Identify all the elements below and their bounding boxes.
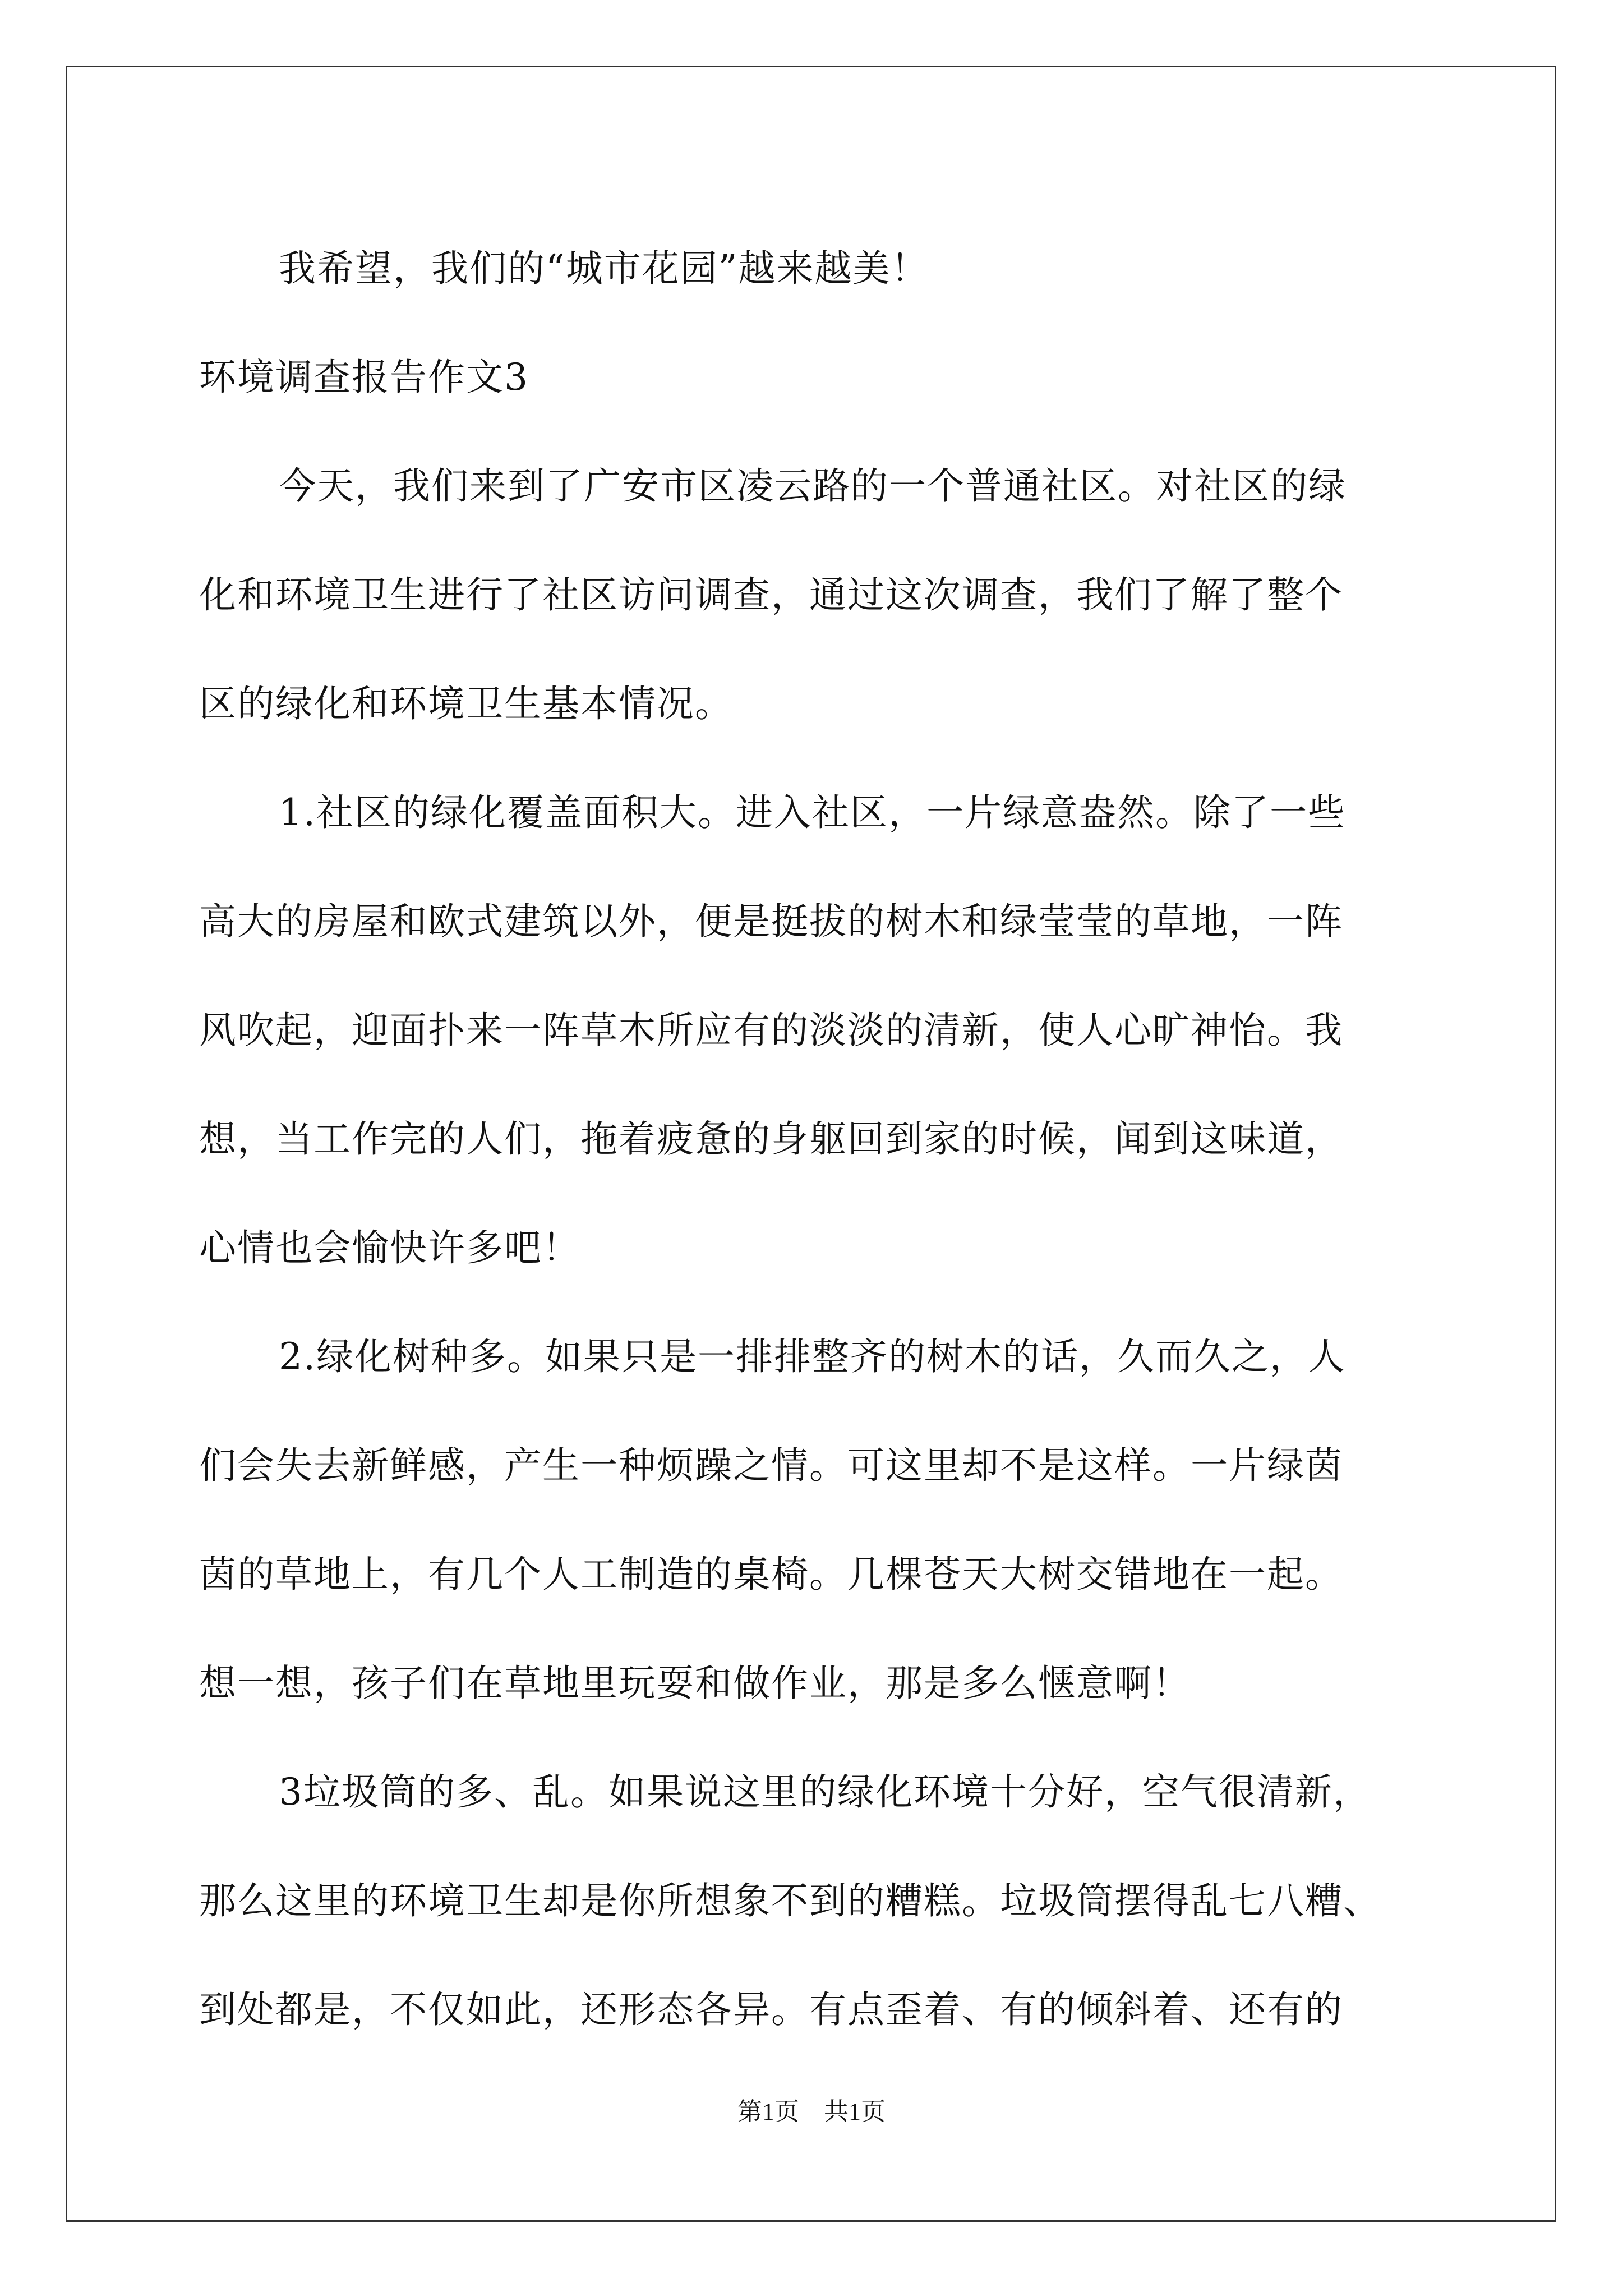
paragraph-line: 化和环境卫生进行了社区访问调查，通过这次调查，我们了解了整个 — [199, 573, 1343, 616]
paragraph-line: 们会失去新鲜感，产生一种烦躁之情。可这里却不是这样。一片绿茵 — [199, 1444, 1343, 1487]
paragraph-line: 心情也会愉快许多吧！ — [199, 1226, 580, 1269]
paragraph-line: 高大的房屋和欧式建筑以外，便是挺拔的树木和绿莹莹的草地，一阵 — [199, 900, 1343, 943]
paragraph-line: 想一想，孩子们在草地里玩耍和做作业，那是多么惬意啊！ — [199, 1662, 1191, 1705]
paragraph-line: 想，当工作完的人们，拖着疲惫的身躯回到家的时候，闻到这味道， — [199, 1117, 1343, 1161]
paragraph-line: 我希望，我们的“城市花园”越来越美！ — [279, 247, 929, 290]
page-footer — [0, 2095, 1623, 2129]
paragraph-line: 3垃圾筒的多、乱。如果说这里的绿化环境十分好，空气很清新， — [279, 1770, 1371, 1814]
section-heading: 环境调查报告作文3 — [199, 356, 529, 399]
page-total: 共1页 — [824, 2098, 886, 2125]
paragraph-line: 2.绿化树种多。如果只是一排排整齐的树木的话，久而久之，人 — [279, 1335, 1346, 1378]
page-number: 第1页 — [737, 2098, 799, 2125]
document-body — [199, 214, 1433, 2064]
paragraph-line: 1.社区的绿化覆盖面积大。进入社区，一片绿意盎然。除了一些 — [279, 791, 1346, 834]
paragraph-line: 茵的草地上，有几个人工制造的桌椅。几棵苍天大树交错地在一起。 — [199, 1553, 1343, 1596]
paragraph-line: 到处都是，不仅如此，还形态各异。有点歪着、有的倾斜着、还有的 — [199, 1988, 1343, 2031]
paragraph-line: 风吹起，迎面扑来一阵草木所应有的淡淡的清新，使人心旷神怡。我 — [199, 1009, 1343, 1052]
paragraph-line: 区的绿化和环境卫生基本情况。 — [199, 682, 733, 725]
paragraph-line: 今天，我们来到了广安市区凌云路的一个普通社区。对社区的绿 — [279, 464, 1347, 508]
paragraph-line: 那么这里的环境卫生却是你所想象不到的糟糕。垃圾筒摆得乱七八糟、 — [199, 1879, 1381, 1922]
